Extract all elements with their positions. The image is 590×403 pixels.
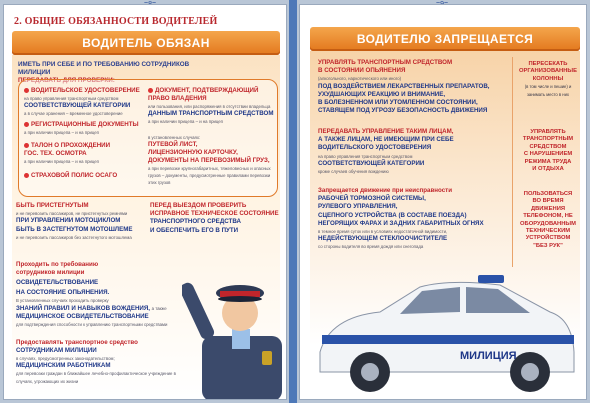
bullet-icon bbox=[24, 173, 29, 178]
intro-text: ИМЕТЬ ПРИ СЕБЕ И ПО ТРЕБОВАНИЮ СОТРУДНИКОВ МИЛИЦИИ ПЕРЕДАВАТЬ ДЛЯ ПРОВЕРКИ: bbox=[18, 61, 190, 84]
doc-ownership: ДОКУМЕНТ, ПОДТВЕРЖДАЮЩИЙ ПРАВО ВЛАДЕНИЯ или пользования, или распоряжения в отсутствии владельца ДАННЫМ ТРАНСПОРТНЫМ СРЕДСТВОМ а при наличии прицепа – и на прицеп bbox=[148, 87, 274, 124]
forbidden-work-regime: УПРАВЛЯТЬ ТРАНСПОРТНЫМ СРЕДСТВОМ С НАРУШЕНИЕМ РЕЖИМА ТРУДА И ОТДЫХА bbox=[522, 129, 574, 173]
forbidden-cross-columns: ПЕРЕСЕКАТЬ ОРГАНИЗОВАННЫЕ КОЛОННЫ (в том числе и пешие) и занимать место в них bbox=[519, 61, 577, 97]
car-label: МИЛИЦИЯ bbox=[460, 350, 517, 362]
page-title: 2. ОБЩИЕ ОБЯЗАННОСТИ ВОДИТЕЛЕЙ bbox=[14, 16, 218, 27]
left-page bbox=[3, 4, 287, 400]
police-officer-illustration bbox=[182, 241, 287, 400]
forbidden-transfer-control: ПЕРЕДАВАТЬ УПРАВЛЕНИЕ ТАКИМ ЛИЦАМ, А ТАКЖЕ ЛИЦАМ, НЕ ИМЕЮЩИМ ПРИ СЕБЕ ВОДИТЕЛЬСКОГО УДОСТОВЕРЕНИЯ на право управления транспортным средством СООТВЕТСТВУЮЩЕЙ КАТЕГОРИИ кроме случаев обучения вождению bbox=[318, 128, 454, 175]
doc-inspection: ТАЛОН О ПРОХОЖДЕНИИ ГОС. ТЕХ. ОСМОТРА а при наличии прицепа – и на прицеп bbox=[24, 142, 111, 164]
banner-driver-must: ВОДИТЕЛЬ ОБЯЗАН bbox=[12, 31, 280, 55]
police-requirement-section: Проходить по требованию сотрудников милиции ОСВИДЕТЕЛЬСТВОВАНИЕ НА СОСТОЯНИЕ ОПЬЯНЕНИЯ. В установленных случаях проходить проверку ЗНАНИЙ ПРАВИЛ И НАВЫКОВ ВОЖДЕНИЯ, а также МЕДИЦИНСКОЕ ОСВИДЕТЕЛЬСТВОВАНИЕ для подтверждения способности к управлению транспортными средствами bbox=[16, 261, 168, 328]
doc-waybill: в установленных случаях: ПУТЕВОЙ ЛИСТ, ЛИЦЕНЗИОННУЮ КАРТОЧКУ, ДОКУМЕНТЫ НА ПЕРЕВОЗИМЫЙ ГРУЗ, а при перевозке крупногабаритных, тяжеловесных и опасных грузов – документы, предусмотренные правилами перевозки этих грузов bbox=[148, 135, 271, 185]
bullet-icon bbox=[24, 122, 29, 127]
right-page bbox=[299, 4, 587, 400]
doc-registration: РЕГИСТРАЦИОННЫЕ ДОКУМЕНТЫ а при наличии прицепа – и на прицеп bbox=[24, 121, 139, 135]
check-vehicle-section: ПЕРЕД ВЫЕЗДОМ ПРОВЕРИТЬ ИСПРАВНОЕ ТЕХНИЧЕСКОЕ СОСТОЯНИЕ ТРАНСПОРТНОГО СРЕДСТВА И ОБЕСПЕЧИТЬ ЕГО В ПУТИ bbox=[150, 202, 279, 234]
seatbelt-section: БЫТЬ ПРИСТЕГНУТЫМ и не перевозить пассажиров, не пристегнутых ремнями ПРИ УПРАВЛЕНИИ МОТОЦИКЛОМ БЫТЬ В ЗАСТЕГНУТОМ МОТОШЛЕМЕ и не перевозить пассажиров без застегнутого мотошлема bbox=[16, 202, 133, 240]
bullet-icon bbox=[148, 88, 153, 93]
forbidden-drunk-driving: УПРАВЛЯТЬ ТРАНСПОРТНЫМ СРЕДСТВОМ В СОСТОЯНИИ ОПЬЯНЕНИЯ (алкогольного, наркотического или иного) ПОД ВОЗДЕЙСТВИЕМ ЛЕКАРСТВЕННЫХ ПРЕПАРАТОВ, УХУДШАЮЩИХ РЕАКЦИЮ И ВНИМАНИЕ, В БОЛЕЗНЕННОМ ИЛИ УТОМЛЕННОМ СОСТОЯНИИ, СТАВЯЩЕМ ПОД УГРОЗУ БЕЗОПАСНОСТЬ ДВИЖЕНИЯ bbox=[318, 59, 490, 115]
bullet-icon bbox=[24, 88, 29, 93]
provide-vehicle-section: Предоставлять транспортное средство СОТРУДНИКАМ МИЛИЦИИ в случаях, предусмотренных законодательством; МЕДИЦИНСКИМ РАБОТНИКАМ для перевозки граждан в ближайшее лечебно-профилактическое учреждение в случаях, угрожающих их жизни bbox=[16, 339, 176, 384]
bullet-icon bbox=[24, 143, 29, 148]
forbidden-phone-use: ПОЛЬЗОВАТЬСЯ ВО ВРЕМЯ ДВИЖЕНИЯ ТЕЛЕФОНОМ, НЕ ОБОРУДОВАННЫМ ТЕХНИЧЕСКИМ УСТРОЙСТВОМ "БЕЗ РУК" bbox=[520, 191, 576, 249]
banner-driver-forbidden: ВОДИТЕЛЮ ЗАПРЕЩАЕТСЯ bbox=[310, 27, 580, 51]
doc-insurance: СТРАХОВОЙ ПОЛИС ОСАГО bbox=[24, 172, 142, 180]
police-car-illustration bbox=[310, 257, 580, 397]
book-spine bbox=[289, 0, 297, 403]
doc-license: ВОДИТЕЛЬСКОЕ УДОСТОВЕРЕНИЕ на право управления транспортным средством СООТВЕТСТВУЮЩЕЙ КАТЕГОРИИ а в случае хранения – временное удостоверение bbox=[24, 87, 140, 116]
forbidden-faulty-vehicle: Запрещается движение при неисправности РАБОЧЕЙ ТОРМОЗНОЙ СИСТЕМЫ, РУЛЕВОГО УПРАВЛЕНИЯ, СЦЕПНОГО УСТРОЙСТВА (В СОСТАВЕ ПОЕЗДА) НЕГОРЯЩИХ ФАРАХ И ЗАДНИХ ГАБАРИТНЫХ ОГНЯХ в темное время суток или в условиях недостаточной видимости, НЕДЕЙСТВУЮЩЕМ СТЕКЛООЧИСТИТЕЛЕ со стороны водителя во время дождя или снегопада bbox=[318, 187, 484, 250]
